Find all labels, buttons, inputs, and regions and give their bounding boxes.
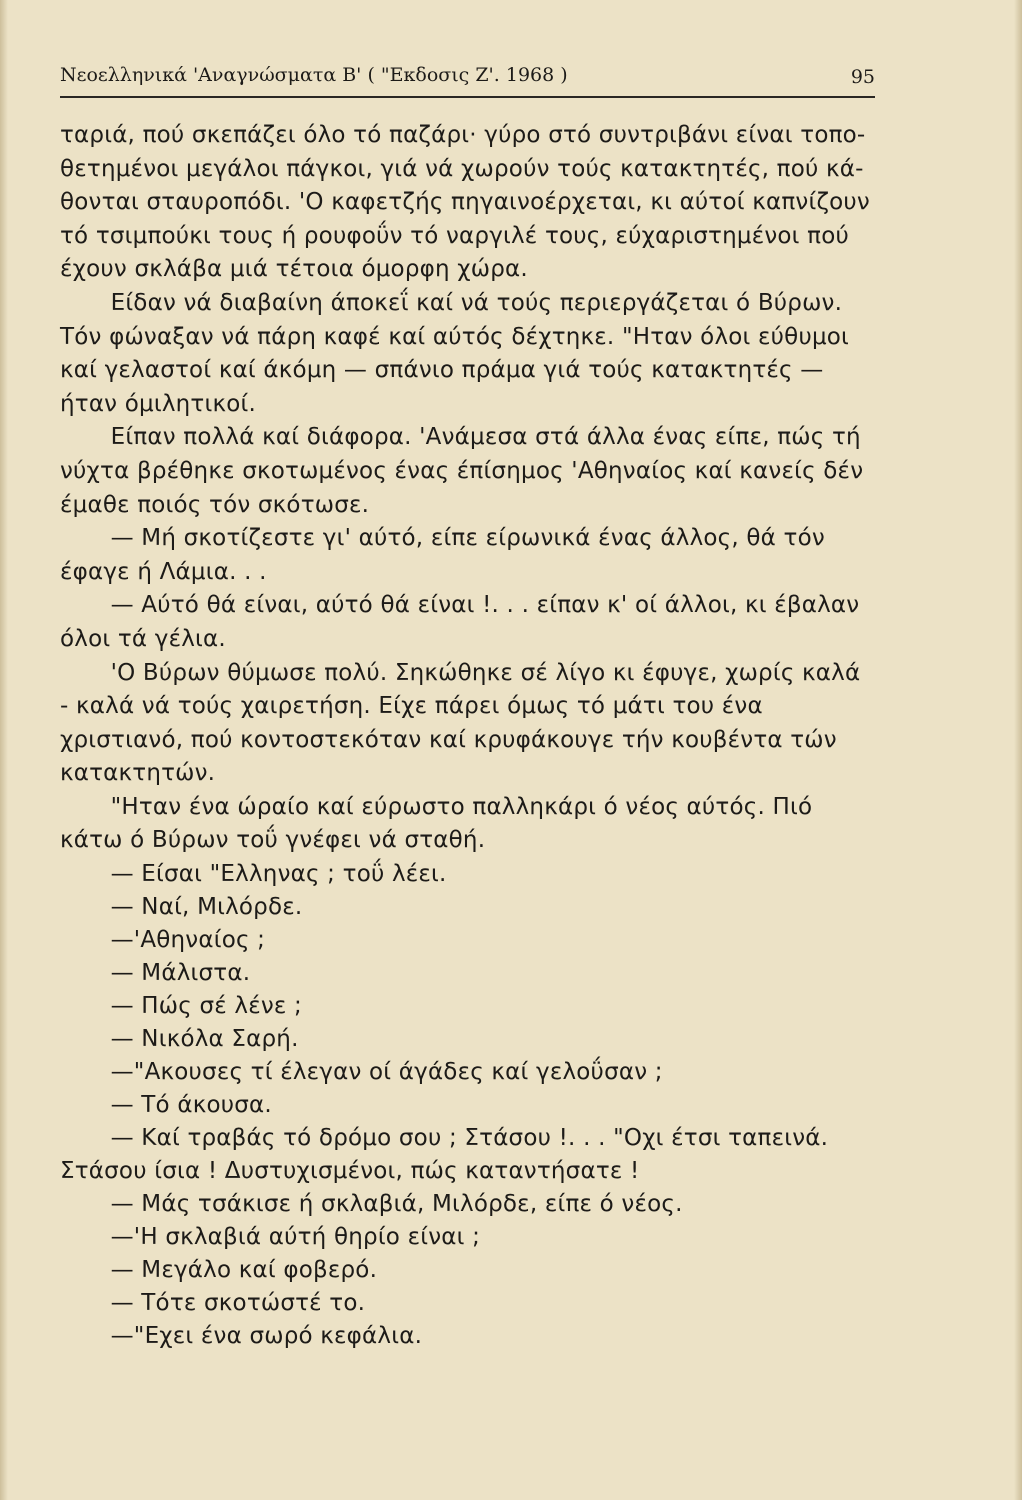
paragraph: Είδαν νά διαβαίνη άποκεΐ καί νά τούς περιεργάζεται ό Βύρων. Τόν φώναξαν νά πάρη καφέ καί αύτός δέχτηκε. "Ηταν όλοι εύθυμοι καί γελαστοί καί άκόμη — σπάνιο πράμα γιά τούς κατακτητές — ήταν όμιλητικοί.	[60, 289, 850, 417]
dialogue-line: — Τότε σκοτώστέ το.	[110, 1290, 366, 1317]
dialogue-line: —"Ακουσες τί έλεγαν οί άγάδες καί γελοΰσαν ;	[110, 1059, 663, 1086]
dialogue-line: — Μάς τσάκισε ή σκλαβιά, Μιλόρδε, είπε ό νέος.	[110, 1191, 683, 1218]
paragraph: ταριά, πού σκεπάζει όλο τό παζάρι· γύρο στό συντριβάνι είναι τοπο-θετημένοι μεγάλοι πάγκοι, γιά νά χωρούν τούς κατακτητές, πού κά-θονται σταυροπόδι. 'Ο καφετζής πηγαινοέρχεται, κι αύτοί καπνίζουν τό τσιμπούκι τους ή ρουφοΰν τό ναργιλέ τους, εύχαριστημένοι πού έχουν σκλάβα μιά τέτοια όμορφη χώρα.	[60, 122, 870, 283]
paragraph: Είπαν πολλά καί διάφορα. 'Ανάμεσα στά άλλα ένας είπε, πώς τή νύχτα βρέθηκε σκοτωμένος ένας έπίσημος 'Αθηναίος καί κανείς δέν έμαθε ποιός τόν σκότωσε.	[60, 424, 864, 518]
dialogue-line: — Αύτό θά είναι, αύτό θά είναι !. . . είπαν κ' οί άλλοι, κι έβαλαν όλοι τά γέλια.	[60, 592, 860, 652]
dialogue-line: — Μή σκοτίζεστε γι' αύτό, είπε είρωνικά ένας άλλος, θά τόν έφαγε ή Λάμια. . .	[60, 525, 825, 585]
dialogue-line: — Είσαι "Ελληνας ; τοΰ λέει.	[110, 861, 447, 888]
dialogue-line: — Μεγάλο καί φοβερό.	[110, 1257, 378, 1284]
paragraph: "Ηταν ένα ώραίο καί εύρωστο παλληκάρι ό νέος αύτός. Πιό κάτω ό Βύρων τοΰ γνέφει νά σταθή.	[60, 793, 813, 854]
page-number: 95	[850, 66, 875, 88]
header-rule	[60, 96, 875, 98]
body-text	[60, 119, 875, 1353]
running-title: Νεοελληνικά 'Αναγνώσματα Β' ( "Εκδοσις Ζ'. 1968 )	[60, 64, 568, 86]
dialogue-line: — Πώς σέ λένε ;	[110, 993, 302, 1020]
dialogue-line: — Καί τραβάς τό δρόμο σου ; Στάσου !. . . "Οχι έτσι ταπεινά. Στάσου ίσια ! Δυστυχισμένοι, πώς καταντήσατε !	[60, 1125, 829, 1185]
running-header	[60, 64, 875, 86]
dialogue-line: — Τό άκουσα.	[110, 1092, 272, 1119]
dialogue-line: —"Εχει ένα σωρό κεφάλια.	[110, 1323, 423, 1350]
dialogue-line: —'Αθηναίος ;	[110, 927, 266, 954]
paragraph: 'Ο Βύρων θύμωσε πολύ. Σηκώθηκε σέ λίγο κι έφυγε, χωρίς καλά - καλά νά τούς χαιρετήση. Είχε πάρει όμως τό μάτι του ένα χριστιανό, πού κοντοστεκόταν καί κρυφάκουγε τήν κουβέντα τών κατακτητών.	[60, 659, 861, 787]
dialogue-line: —'Η σκλαβιά αύτή θηρίο είναι ;	[110, 1224, 481, 1251]
dialogue-line: — Ναί, Μιλόρδε.	[110, 894, 303, 921]
dialogue-line: — Μάλιστα.	[110, 960, 251, 987]
dialogue-line: — Νικόλα Σαρή.	[110, 1026, 299, 1053]
